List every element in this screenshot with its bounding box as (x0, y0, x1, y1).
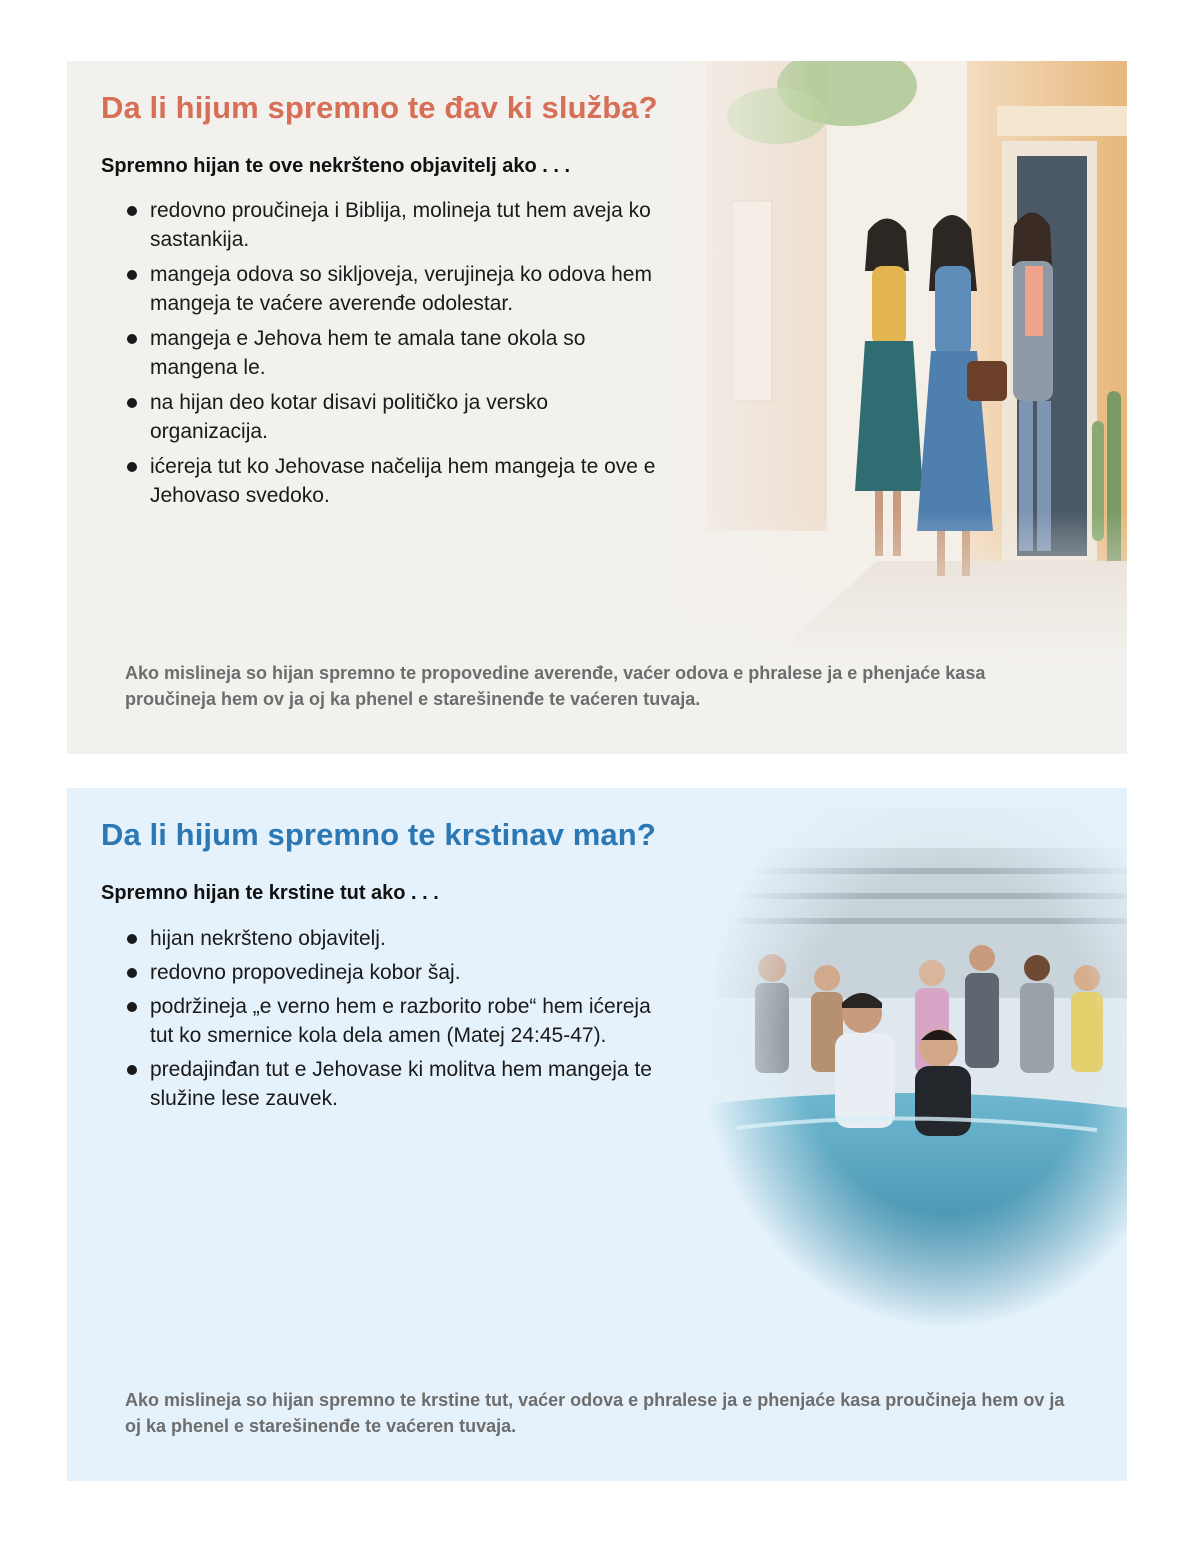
list-item: redovno proučineja i Biblija, molineja tut hem aveja ko sastankija. (125, 196, 665, 254)
ministry-panel-intro: Spremno hijan te ove nekršteno objavitelj ako . . . (101, 155, 571, 177)
list-item: hijan nekršteno objavitelj. (125, 924, 665, 953)
list-item: na hijan deo kotar disavi političko ja versko organizacija. (125, 388, 665, 446)
baptism-readiness-panel (67, 788, 1127, 1481)
list-item: mangeja e Jehova hem te amala tane okola so mangena le. (125, 324, 665, 382)
baptism-requirements-list (125, 924, 665, 1118)
ministry-requirements-list (125, 196, 665, 516)
baptism-pool-illustration (677, 808, 1127, 1328)
three-women-preaching-illustration (647, 61, 1127, 661)
ministry-panel-note: Ako mislineja so hijan spremno te propovedine averenđe, vaćer odova e phralese ja e phenjaće kasa proučineja hem ov ja oj ka phenel e starešinenđe te vaćeren tuvaja. (125, 663, 986, 709)
list-item: predajinđan tut e Jehovase ki molitva hem mangeja te služine lese zauvek. (125, 1055, 665, 1113)
baptism-panel-title: Da li hijum spremno te krstinav man? (101, 817, 656, 852)
list-item: ićereja tut ko Jehovase načelija hem mangeja te ove e Jehovaso svedoko. (125, 452, 665, 510)
baptism-panel-note: Ako mislineja so hijan spremno te krstine tut, vaćer odova e phralese ja e phenjaće kasa proučineja hem ov ja oj ka phenel e starešinenđe te vaćeren tuvaja. (125, 1390, 1065, 1436)
list-item: redovno propovedineja kobor šaj. (125, 958, 665, 987)
list-item: mangeja odova so sikljoveja, verujineja ko odova hem mangeja te vaćere averenđe odolestar. (125, 260, 665, 318)
baptism-panel-intro: Spremno hijan te krstine tut ako . . . (101, 882, 439, 904)
ministry-panel-title: Da li hijum spremno te đav ki služba? (101, 90, 658, 125)
list-item: podržineja „e verno hem e razborito robe“ hem ićereja tut ko smernice kola dela amen (Matej 24:45-47). (125, 992, 665, 1050)
ministry-readiness-panel (67, 61, 1127, 754)
